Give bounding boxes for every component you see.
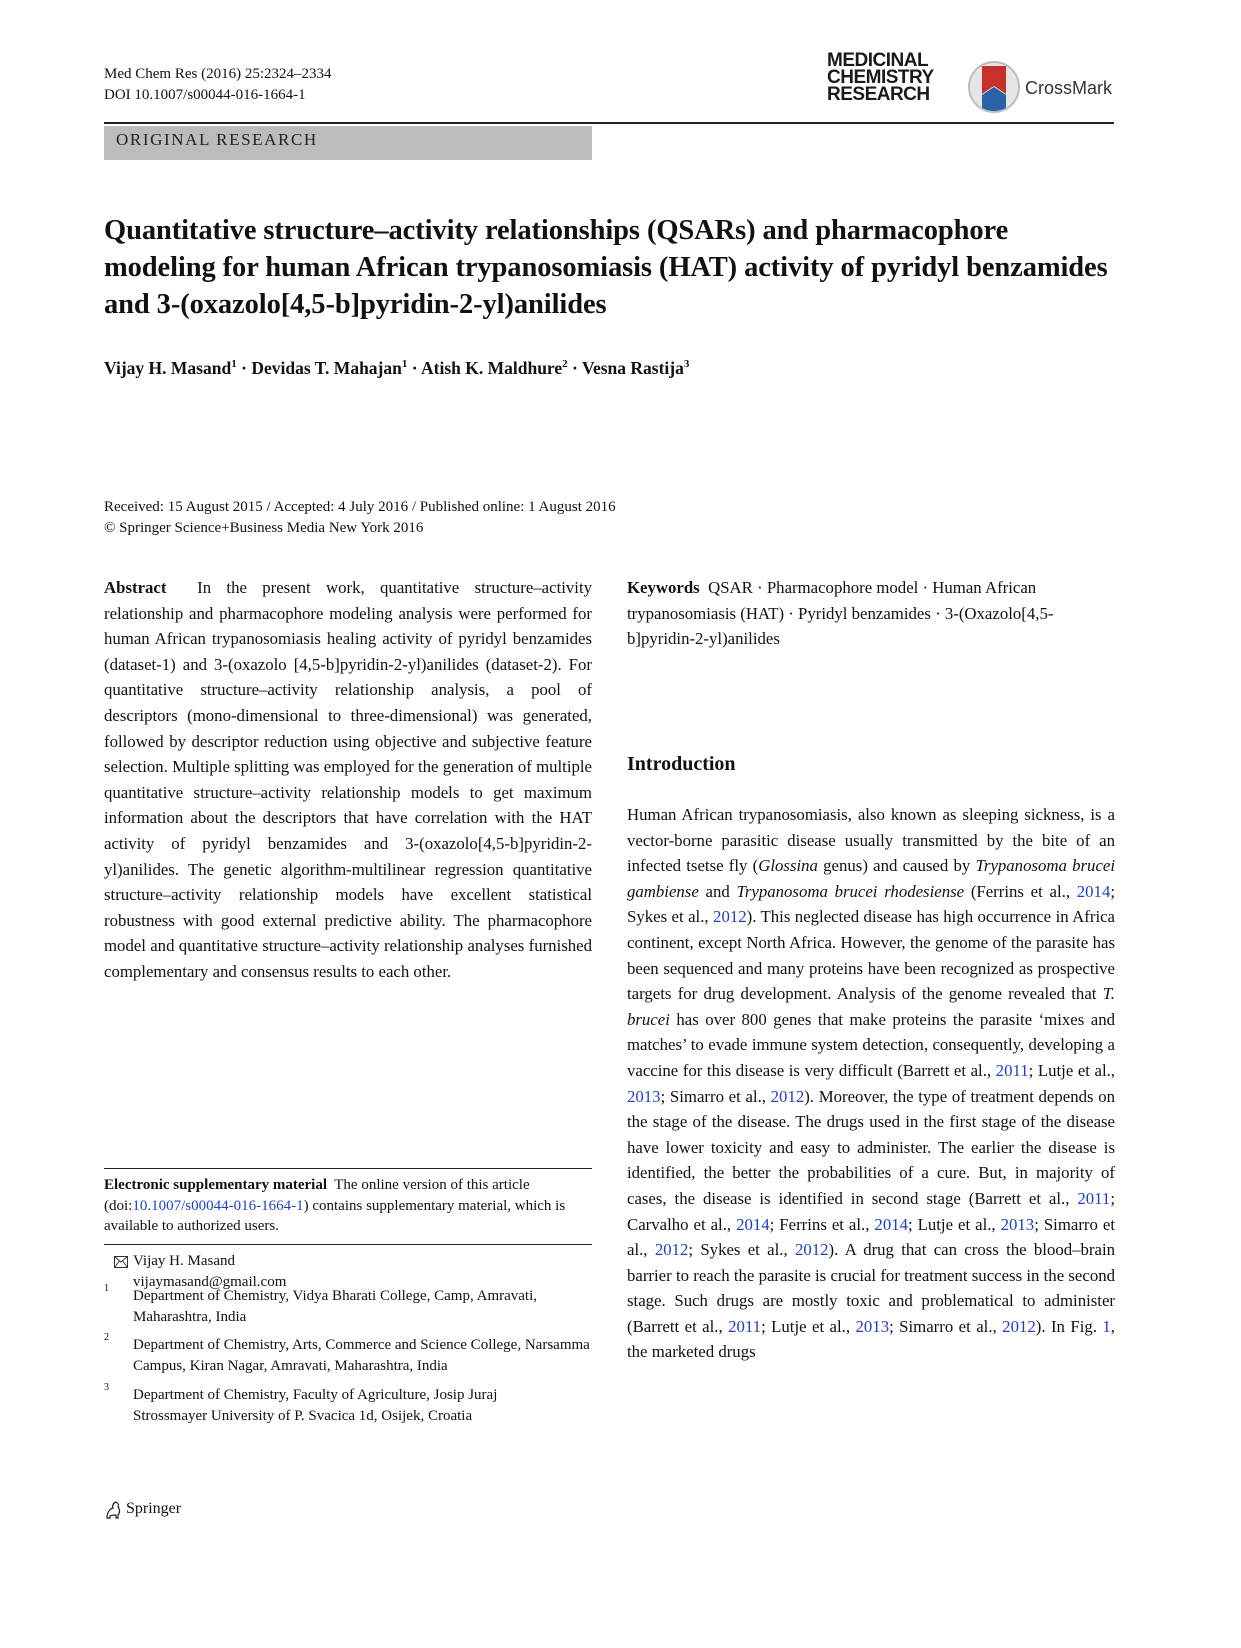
author-separator: · [236,358,252,378]
publisher-name: Springer [126,1500,182,1517]
affiliation-number: 3 [104,1382,109,1393]
body-text: ). A drug that can cross the blood–brain barrier to reach the parasite is crucial for treatment success in the second stage. Such drugs are mostly toxic and problematical to administer (Barrett et al., [627,1240,1116,1336]
abstract-text: In the present work, quantitative structure–activity relationship and pharmacophore modeling analysis were performed for human African trypanosomiasis healing activity of pyridyl benzamides (dataset-1) and 3-(oxazolo [4,5-b]pyridin-2-yl)anilides (dataset-2). For quantitative structure–activity relationship analysis, a pool of descriptors (mono-dimensional to three-dimensional) was generated, followed by descriptor reduction using objective and subjective feature selection. Multiple splitting was employed for the generation of multiple quantitative structure–activity relationship models to get maximum information about the descriptors that have correlation with the HAT activity of pyridyl benzamides and 3-(oxazolo[4,5-b]pyridin-2-yl)anilides. The genetic algorithm-multilinear regression quantitative structure–activity relationship models have excellent statistical robustness with good external predictive ability. The pharmacophore model and quantitative structure–activity relationship analyses furnished complementary and consensus results to each other. [104,578,593,981]
crossmark-icon[interactable] [968,58,1020,116]
abstract [104,575,592,985]
citation-link[interactable]: 2014 [736,1214,770,1234]
body-text: ; Carvalho et al., [627,1188,1115,1234]
body-text: (Ferrins et al., [964,881,1077,901]
body-text: , the marketed drugs [627,1316,1115,1362]
affiliation-text: Department of Chemistry, Faculty of Agriculture, Josip Juraj Strossmayer University of P. Svacica 1d, Osijek, Croatia [133,1387,498,1424]
body-text: ). Moreover, the type of treatment depends on the stage of the disease. The drugs used in the first stage of the disease have lower toxicity and easy to administer. The earlier the disease is identified, the better the probabilities of a cure. But, in majority of cases, the disease is identified in second stage (Barrett et al., [627,1086,1115,1208]
keywords-label: Keywords [627,578,700,597]
body-text: has over 800 genes that make proteins the parasite ‘mixes and matches’ to evade immune system detection, consequently, developing a vaccine for this disease is very difficult (Barrett et al., [627,1009,1115,1080]
citation-link[interactable]: 2011 [995,1060,1029,1080]
body-text: ; Simarro et al., [627,1214,1115,1260]
citation-link[interactable]: 2013 [1000,1214,1035,1234]
esm-doi-link[interactable]: 10.1007/s00044-016-1664-1 [132,1197,304,1214]
author-name[interactable]: Vijay H. Masand [104,358,232,378]
keywords [627,575,1115,652]
italic-term: Glossina [758,856,818,876]
paper-title: Quantitative structure–activity relationships (QSARs) and pharmacophore modeling for human African trypanosomiasis (HAT) activity of pyridyl benzamides and 3-(oxazolo[4,5-b]pyridin-2-yl)anilides [104,215,1108,320]
body-text: and [698,881,737,901]
keywords-text: QSAR · Pharmacophore model · Human African trypanosomiasis (HAT) · Pyridyl benzamides · 3-(Oxazolo[4,5-b]pyridin-2-yl)anilides [627,578,1054,649]
body-text: Human African trypanosomiasis, also known as sleeping sickness, is a vector-borne parasitic disease usually transmitted by the bite of an infected tsetse fly ( [627,805,1115,876]
esm-text-post: ) contains supplementary material, which is available to authorized users. [104,1197,566,1234]
citation-link[interactable]: 2014 [1076,881,1111,901]
citation-link[interactable]: 2012 [1002,1316,1036,1336]
body-text: ; Sykes et al., [688,1240,795,1260]
doi-line: DOI 10.1007/s00044-016-1664-1 [104,87,306,103]
body-text: ). This neglected disease has high occurrence in Africa continent, except North Africa. However, the genome of the parasite has been sequenced and many proteins have been recognized as prospective targets for drug development. Analysis of the genome revealed that [627,907,1115,1004]
citation-link[interactable]: 2012 [654,1240,689,1260]
citation-link[interactable]: 2012 [770,1086,805,1106]
author-affiliation-marker: 3 [683,358,690,370]
citation-link[interactable]: 2012 [713,907,747,927]
author-separator: · [567,358,582,378]
author-separator: · [407,358,421,378]
body-text: genus) and caused by [817,856,976,876]
italic-term: T. brucei [627,984,1115,1029]
journal-citation [104,64,331,106]
logo-line: RESEARCH [827,84,930,105]
header-divider [104,122,1114,124]
author-name[interactable]: Vesna Rastija [581,358,684,378]
body-text: ; Simarro et al., [889,1316,1003,1336]
logo-line: MEDICINAL [827,50,929,71]
copyright-line: © Springer Science+Business Media New York 2016 [104,520,424,536]
italic-term: Trypanosoma brucei gambiense [627,856,1115,901]
affiliation-text: Department of Chemistry, Vidya Bharati College, Camp, Amravati, Maharashtra, India [133,1288,538,1325]
author-name[interactable]: Devidas T. Mahajan [251,358,402,378]
corresponding-author: Vijay H. Masand [133,1253,235,1269]
crossmark-label[interactable]: CrossMark [1025,78,1113,98]
author-name[interactable]: Atish K. Maldhure [421,358,563,378]
affiliation-number: 2 [104,1332,109,1343]
affiliation-number: 1 [104,1283,109,1294]
author-affiliation-marker: 1 [231,358,237,370]
body-text: ; Lutje et al., [761,1316,856,1336]
citation-link[interactable]: 2013 [855,1316,890,1336]
supplementary-note [104,1175,592,1237]
author-affiliation-marker: 1 [401,358,408,370]
citation-link[interactable]: 2014 [874,1214,908,1234]
journal-reference: Med Chem Res (2016) 25:2324–2334 [104,66,332,82]
esm-text-pre: The online version of this article (doi: [104,1177,530,1214]
body-text: ; Sykes et al., [627,881,1115,927]
abstract-label: Abstract [104,578,167,597]
journal-logo [827,52,934,103]
body-text: ; Lutje et al., [907,1214,1001,1234]
logo-line: CHEMISTRY [827,67,934,88]
author-list [104,358,689,379]
author-email[interactable]: vijaymasand@gmail.com [133,1273,287,1290]
citation-link[interactable]: 2013 [627,1086,661,1106]
citation-link[interactable]: 1 [1102,1316,1111,1336]
citation-link[interactable]: 2012 [794,1240,829,1260]
dates-line: Received: 15 August 2015 / Accepted: 4 July 2016 / Published online: 1 August 2016 [104,499,616,515]
citation-link[interactable]: 2011 [728,1316,762,1336]
esm-label: Electronic supplementary material [104,1177,328,1193]
footnote-divider [104,1168,592,1169]
italic-term: Trypanosoma brucei rhodesiense [736,881,965,901]
affiliation-text: Department of Chemistry, Arts, Commerce and Science College, Narsamma Campus, Kiran Nagar, Amravati, Maharashtra, India [133,1337,590,1374]
section-heading-introduction: Introduction [627,753,736,775]
publication-info [104,497,616,539]
body-text: ; Simarro et al., [660,1086,771,1106]
footnote-divider [104,1244,592,1245]
article-type-banner: ORIGINAL RESEARCH [104,126,592,160]
springer-horse-icon [104,1500,122,1520]
citation-link[interactable]: 2011 [1077,1188,1111,1208]
body-text: ). In Fig. [1035,1316,1103,1336]
introduction-body [627,802,1115,1365]
envelope-icon [114,1256,128,1268]
author-affiliation-marker: 2 [562,358,568,370]
body-text: ; Ferrins et al., [769,1214,875,1234]
body-text: ; Lutje et al., [1028,1060,1115,1080]
